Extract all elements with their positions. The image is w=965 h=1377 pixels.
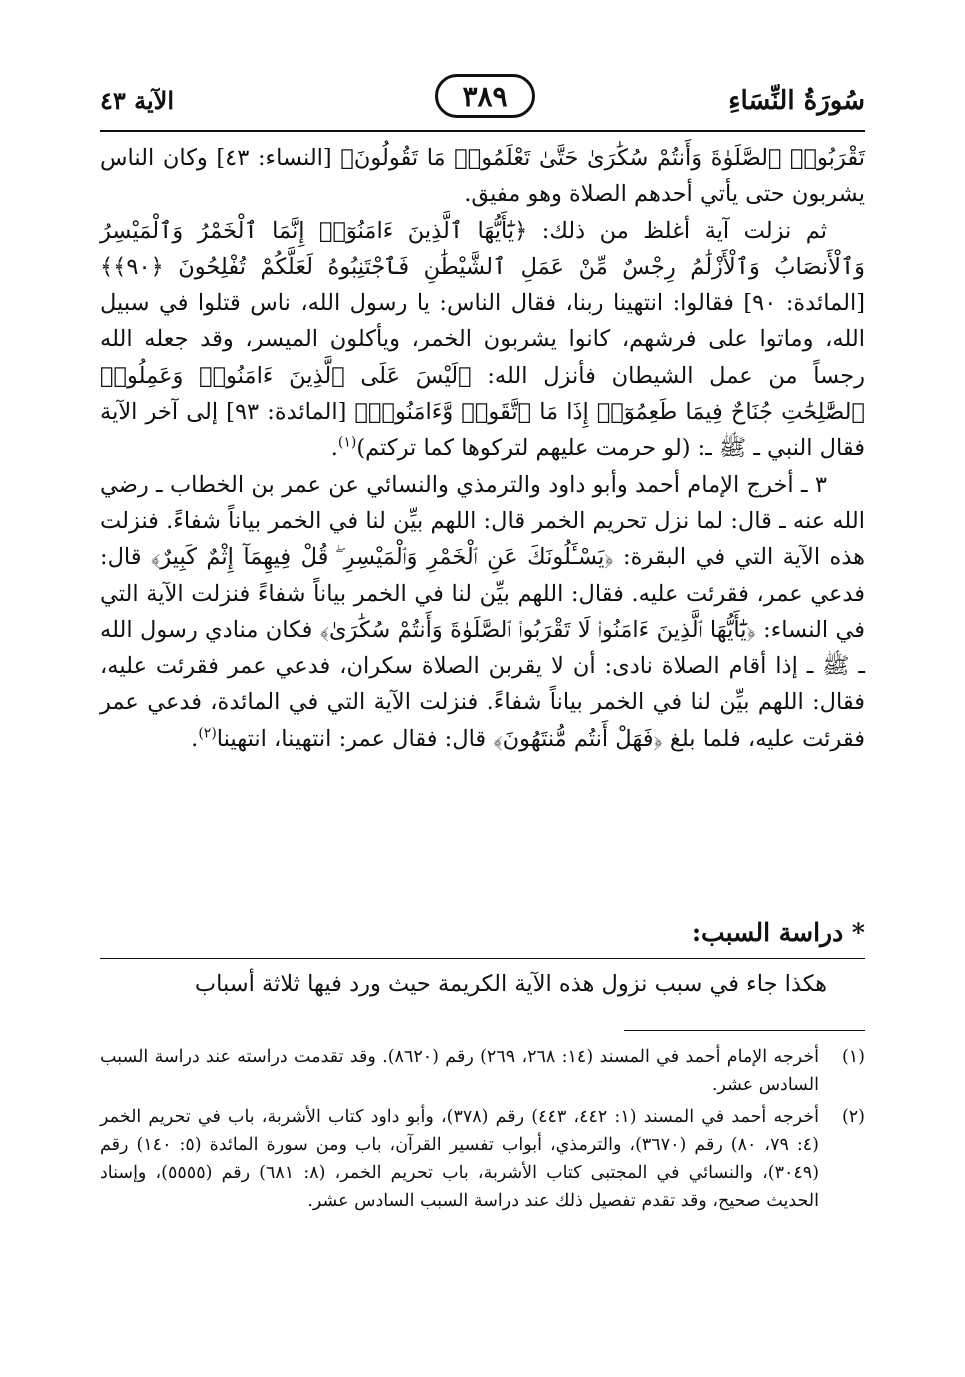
- header-divider: [100, 130, 865, 132]
- surah-title: سُورَةُ النِّسَاءِ: [728, 86, 865, 116]
- page-header: [100, 70, 865, 130]
- footnote-1: [100, 1043, 865, 1099]
- paragraph-3: ٣ ـ أخرج الإمام أحمد وأبو داود والترمذي والنسائي عن عمر بن الخطاب ـ رضي الله عنه ـ قال: لما نزل تحريم الخمر قال: اللهم بيِّن لنا في الخمر بياناً شفاءً. فنزلت هذه الآية التي في البقرة: ﴿يَسْـَٔلُونَكَ عَنِ ٱلْخَمْرِ وَٱلْمَيْسِرِ ۖ قُلْ فِيهِمَآ إِثْمٌ كَبِيرٌ﴾ قال: فدعي عمر، فقرئت عليه. فقال: اللهم بيِّن لنا في الخمر بياناً شفاءً فنزلت الآية التي في النساء: ﴿يَٰٓأَيُّهَا ٱلَّذِينَ ءَامَنُوا۟ لَا تَقْرَبُوا۟ ٱلصَّلَوٰةَ وَأَنتُمْ سُكَٰرَىٰ﴾ فكان منادي رسول الله ـ ﷺ ـ إذا أقام الصلاة نادى: أن لا يقربن الصلاة سكران، فدعي عمر فقرئت عليه، فقال: اللهم بيِّن لنا في الخمر بياناً شفاءً. فنزلت الآية التي في المائدة، فدعي عمر فقرئت عليه، فلما بلغ ﴿فَهَلْ أَنتُم مُّنتَهُونَ﴾ قال: فقال عمر: انتهينا، انتهينا$^{(٢)}$.: [100, 471, 865, 752]
- section-divider: [100, 958, 865, 959]
- paragraph-1: [100, 140, 865, 213]
- footnote-text: أخرجه الإمام أحمد في المسند (١٤: ٢٦٨، ٢٦٩) رقم (٨٦٢٠). وقد تقدمت دراسته عند دراسة السبب السادس عشر.: [100, 1047, 819, 1095]
- footnotes: [100, 1043, 865, 1219]
- section-heading: * دراسة السبب:: [691, 918, 865, 947]
- paragraph-3-text: ٣ ـ أخرج الإمام أحمد وأبو داود والترمذي والنسائي عن عمر بن الخطاب ـ رضي الله عنه ـ قال: لما نزل تحريم الخمر قال: اللهم بيِّن لنا في الخمر بياناً شفاءً. فنزلت هذه الآية التي في البقرة: ﴿يَسْـَٔلُونَكَ عَنِ ٱلْخَمْرِ وَٱلْمَيْسِرِ ۖ قُلْ فِيهِمَآ إِثْمٌ كَبِيرٌ﴾ قال: فدعي عمر، فقرئت عليه. فقال: اللهم بيِّن لنا في الخمر بياناً شفاءً فنزلت الآية التي في النساء: ﴿يَٰٓأَيُّهَا ٱلَّذِينَ ءَامَنُوا۟ لَا تَقْرَبُوا۟ ٱلصَّلَوٰةَ وَأَنتُمْ سُكَٰرَىٰ﴾ فكان منادي رسول الله ـ ﷺ ـ إذا أقام الصلاة نادى: أن لا يقربن الصلاة سكران، فدعي عمر فقرئت عليه، فقال: اللهم بيِّن لنا في الخمر بياناً شفاءً. فنزلت الآية التي في المائدة، فدعي عمر فقرئت عليه، فلما بلغ ﴿فَهَلْ أَنتُم مُّنتَهُونَ﴾ قال: فقال عمر: انتهينا، انتهينا: [100, 471, 865, 752]
- ayah-label: الآية ٤٣: [100, 86, 175, 115]
- footnote-2: [100, 1103, 865, 1215]
- page-number-frame: [435, 74, 535, 118]
- paragraph-1-text: تَقْرَبُوا۟ ٱلصَّلَوٰةَ وَأَنتُمْ سُكَٰرَىٰ حَتَّىٰ تَعْلَمُوا۟ مَا تَقُولُونَ﴾ [النساء: ٤٣] وكان الناس يشربون حتى يأتي أحدهم الصلاة وهو مفيق.: [100, 145, 865, 208]
- footnote-text: أخرجه أحمد في المسند (١: ٤٤٢، ٤٤٣) رقم (٣٧٨)، وأبو داود كتاب الأشربة، باب في تحريم الخمر (٤: ٧٩، ٨٠) رقم (٣٦٧٠)، والترمذي، أبواب تفسير القرآن، باب ومن سورة المائدة (٥: ١٤٠) رقم (٣٠٤٩)، والنسائي في المجتبى كتاب الأشربة، باب تحريم الخمر، (٨: ٦٨١) رقم (٥٥٥٥)، وإسناد الحديث صحيح، وقد تقدم تفصيل ذلك عند دراسة السبب السادس عشر.: [100, 1107, 820, 1211]
- footnote-ref-1[interactable]: (١): [337, 434, 357, 451]
- footnote-number: (١): [841, 1047, 865, 1067]
- section-text: هكذا جاء في سبب نزول هذه الآية الكريمة حيث ورد فيها ثلاثة أسباب: [194, 971, 827, 997]
- page-number: ٣٨٩: [462, 79, 508, 113]
- footnote-number: (٢): [841, 1107, 865, 1127]
- main-text: [100, 140, 865, 757]
- paragraph-2: ثم نزلت آية أغلظ من ذلك: ﴿يَٰٓأَيُّهَا ٱلَّذِينَ ءَامَنُوٓا۟ إِنَّمَا ٱلْخَمْرُ وَٱلْمَيْسِرُ وَٱلْأَنصَابُ وَٱلْأَزْلَٰمُ رِجْسٌ مِّنْ عَمَلِ ٱلشَّيْطَٰنِ فَٱجْتَنِبُوهُ لَعَلَّكُمْ تُفْلِحُونَ ﴿٩٠﴾﴾ [المائدة: ٩٠] فقالوا: انتهينا ربنا، فقال الناس: يا رسول الله، ناس قتلوا في سبيل الله، وماتوا على فرشهم، كانوا يشربون الخمر، ويأكلون الميسر، وقد جعله الله رجساً من عمل الشيطان فأنزل الله: ﴿لَيْسَ عَلَى ٱلَّذِينَ ءَامَنُوا۟ وَعَمِلُوا۟ ٱلصَّٰلِحَٰتِ جُنَاحٌ فِيمَا طَعِمُوٓا۟ إِذَا مَا ٱتَّقَوا۟ وَّءَامَنُوا۟﴾ [المائدة: ٩٣] إلى آخر الآية فقال النبي ـ ﷺ ـ: (لو حرمت عليهم لتركوها كما تركتم)$^{(١)}$.: [100, 217, 866, 462]
- footnote-divider: [624, 1030, 865, 1031]
- paragraph-2-text: ثم نزلت آية أغلظ من ذلك: ﴿يَٰٓأَيُّهَا ٱلَّذِينَ ءَامَنُوٓا۟ إِنَّمَا ٱلْخَمْرُ وَٱلْمَيْسِرُ وَٱلْأَنصَابُ وَٱلْأَزْلَٰمُ رِجْسٌ مِّنْ عَمَلِ ٱلشَّيْطَٰنِ فَٱجْتَنِبُوهُ لَعَلَّكُمْ تُفْلِحُونَ ﴿٩٠﴾﴾ [المائدة: ٩٠] فقالوا: انتهينا ربنا، فقال الناس: يا رسول الله، ناس قتلوا في سبيل الله، وماتوا على فرشهم، كانوا يشربون الخمر، ويأكلون الميسر، وقد جعله الله رجساً من عمل الشيطان فأنزل الله: ﴿لَيْسَ عَلَى ٱلَّذِينَ ءَامَنُوا۟ وَعَمِلُوا۟ ٱلصَّٰلِحَٰتِ جُنَاحٌ فِيمَا طَعِمُوٓا۟ إِذَا مَا ٱتَّقَوا۟ وَّءَامَنُوا۟﴾ [المائدة: ٩٣] إلى آخر الآية فقال النبي ـ ﷺ ـ: (لو حرمت عليهم لتركوها كما تركتم): [100, 217, 866, 462]
- footnote-ref-2[interactable]: (٢): [198, 725, 217, 742]
